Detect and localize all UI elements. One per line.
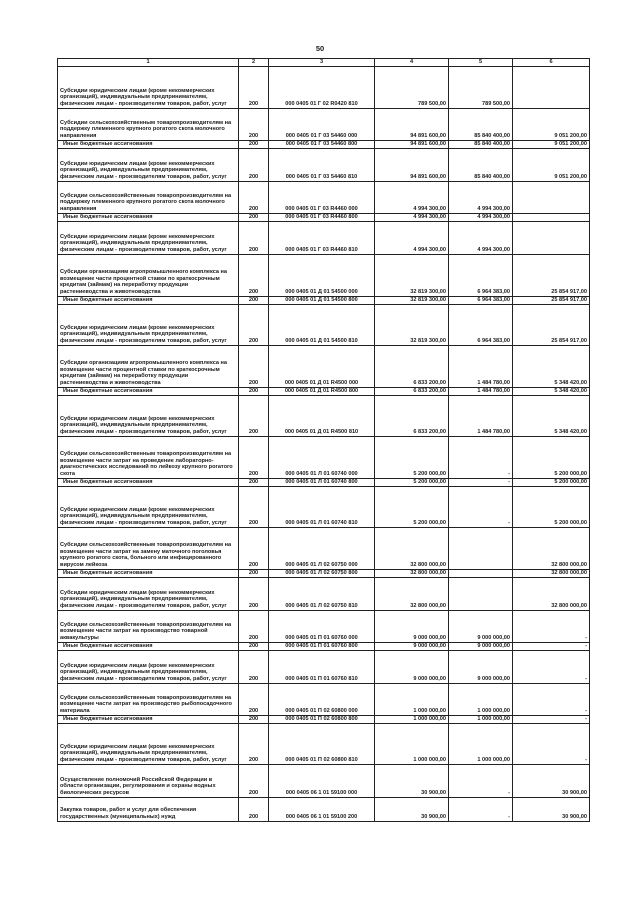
- row-amount-2019-cell: 1 000 000,00: [375, 684, 449, 716]
- table-row: [58, 67, 590, 109]
- row-code-cell: 000 0405 01 Л 02 60750 800: [269, 570, 375, 578]
- row-name-cell: Иные бюджетные ассигнования: [58, 388, 239, 396]
- row-amount-federal-cell: 6 964 383,00: [449, 255, 513, 297]
- row-name-cell: Субсидии юридическим лицам (кроме некоммерческих организаций), индивидуальным предпринимателям, физическим лицам - производителям товаров, работ, услуг: [58, 651, 239, 684]
- row-amount-regional-cell: [513, 67, 590, 109]
- row-amount-regional-cell: -: [513, 716, 590, 724]
- row-name-cell: Субсидии сельскохозяйственным товаропроизводителям на возмещение части затрат на замену маточного поголовья крупного рогатого скота, больного или инфицированного вирусом лейкоза: [58, 528, 239, 570]
- table-row: [58, 182, 590, 214]
- row-name-cell: Субсидии юридическим лицам (кроме некоммерческих организаций), индивидуальным предпринимателям, физическим лицам - производителям товаров, работ, услуг: [58, 578, 239, 611]
- row-amount-2019-cell: 94 891 600,00: [375, 141, 449, 149]
- table-row: [58, 109, 590, 141]
- row-name-cell: Осуществление полномочий Российской Федерации в области организации, регулирования и охраны водных биологических ресурсов: [58, 765, 239, 798]
- table-row: [58, 765, 590, 798]
- row-amount-federal-cell: 85 840 400,00: [449, 141, 513, 149]
- row-admin-cell: 200: [239, 388, 269, 396]
- row-name-cell: Субсидии юридическим лицам (кроме некоммерческих организаций), индивидуальным предпринимателям, физическим лицам - производителям товаров, работ, услуг: [58, 396, 239, 437]
- row-admin-cell: 200: [239, 214, 269, 222]
- row-amount-federal-cell: 1 000 000,00: [449, 684, 513, 716]
- row-amount-federal-cell: 1 484 780,00: [449, 346, 513, 388]
- row-amount-federal-cell: [449, 570, 513, 578]
- row-amount-2019-cell: 30 900,00: [375, 798, 449, 822]
- row-amount-regional-cell: 25 854 917,00: [513, 297, 590, 305]
- row-admin-cell: 200: [239, 182, 269, 214]
- row-amount-2019-cell: 5 200 000,00: [375, 479, 449, 487]
- row-name-cell: Иные бюджетные ассигнования: [58, 479, 239, 487]
- row-name-cell: Субсидии организациям агропромышленного комплекса на возмещение части процентной ставки по краткосрочным кредитам (займам) на переработку продукции растениеводства и животноводства: [58, 255, 239, 297]
- header-cell: 5: [449, 59, 513, 67]
- row-code-cell: 000 0405 01 Д 01 54500 810: [269, 305, 375, 346]
- row-admin-cell: 200: [239, 798, 269, 822]
- row-code-cell: 000 0405 06 1 01 59100 000: [269, 765, 375, 798]
- row-amount-regional-cell: [513, 214, 590, 222]
- row-amount-2019-cell: 5 200 000,00: [375, 437, 449, 479]
- row-amount-regional-cell: 32 800 000,00: [513, 528, 590, 570]
- row-code-cell: 000 0405 01 Л 02 60750 000: [269, 528, 375, 570]
- row-code-cell: 000 0405 01 Г 03 R4460 800: [269, 214, 375, 222]
- table-row: [58, 724, 590, 765]
- row-amount-federal-cell: 1 484 780,00: [449, 388, 513, 396]
- row-amount-federal-cell: -: [449, 765, 513, 798]
- header-cell: 2: [239, 59, 269, 67]
- row-amount-regional-cell: -: [513, 724, 590, 765]
- row-amount-federal-cell: -: [449, 437, 513, 479]
- table-row: [58, 487, 590, 528]
- row-amount-regional-cell: 32 800 000,00: [513, 570, 590, 578]
- row-amount-regional-cell: 5 200 000,00: [513, 479, 590, 487]
- row-amount-federal-cell: 9 000 000,00: [449, 651, 513, 684]
- row-name-cell: Иные бюджетные ассигнования: [58, 297, 239, 305]
- row-code-cell: 000 0405 01 Л 01 60740 800: [269, 479, 375, 487]
- table-row: [58, 346, 590, 388]
- row-amount-federal-cell: -: [449, 487, 513, 528]
- row-amount-2019-cell: 6 833 200,00: [375, 346, 449, 388]
- row-name-cell: Субсидии юридическим лицам (кроме некоммерческих организаций), индивидуальным предпринимателям, физическим лицам - производителям товаров, работ, услуг: [58, 149, 239, 182]
- row-amount-2019-cell: 789 500,00: [375, 67, 449, 109]
- row-amount-regional-cell: 5 200 000,00: [513, 487, 590, 528]
- page-number: 50: [315, 44, 325, 53]
- row-amount-regional-cell: 30 900,00: [513, 798, 590, 822]
- row-amount-federal-cell: 1 000 000,00: [449, 724, 513, 765]
- row-name-cell: Иные бюджетные ассигнования: [58, 716, 239, 724]
- row-code-cell: 000 0405 06 1 01 59100 200: [269, 798, 375, 822]
- row-amount-regional-cell: 25 854 917,00: [513, 255, 590, 297]
- row-admin-cell: 200: [239, 305, 269, 346]
- row-name-cell: Субсидии организациям агропромышленного комплекса на возмещение части процентной ставки по краткосрочным кредитам (займам) на переработку продукции растениеводства и животноводства: [58, 346, 239, 388]
- row-amount-federal-cell: [449, 578, 513, 611]
- row-admin-cell: 200: [239, 346, 269, 388]
- row-amount-federal-cell: 6 964 383,00: [449, 297, 513, 305]
- row-code-cell: 000 0405 01 Д 01 R4500 000: [269, 346, 375, 388]
- row-amount-2019-cell: 32 819 300,00: [375, 297, 449, 305]
- row-name-cell: Иные бюджетные ассигнования: [58, 141, 239, 149]
- row-amount-regional-cell: 30 900,00: [513, 765, 590, 798]
- row-amount-federal-cell: 85 840 400,00: [449, 149, 513, 182]
- table-row: [58, 651, 590, 684]
- row-admin-cell: 200: [239, 396, 269, 437]
- row-amount-regional-cell: 9 051 200,00: [513, 149, 590, 182]
- row-amount-2019-cell: 1 000 000,00: [375, 716, 449, 724]
- table-row: [58, 255, 590, 297]
- table-row: [58, 684, 590, 716]
- row-amount-regional-cell: [513, 182, 590, 214]
- row-amount-2019-cell: 9 000 000,00: [375, 651, 449, 684]
- row-admin-cell: 200: [239, 684, 269, 716]
- row-amount-2019-cell: 32 800 000,00: [375, 578, 449, 611]
- table-row: [58, 297, 590, 305]
- row-amount-2019-cell: 32 800 000,00: [375, 570, 449, 578]
- row-code-cell: 000 0405 01 Д 01 R4500 800: [269, 388, 375, 396]
- table-row: [58, 479, 590, 487]
- row-admin-cell: 200: [239, 109, 269, 141]
- row-amount-federal-cell: 4 994 300,00: [449, 222, 513, 255]
- row-code-cell: 000 0405 01 Д 01 R4500 810: [269, 396, 375, 437]
- row-amount-federal-cell: 1 000 000,00: [449, 716, 513, 724]
- header-cell: 3: [269, 59, 375, 67]
- row-name-cell: Иные бюджетные ассигнования: [58, 643, 239, 651]
- row-amount-2019-cell: 30 900,00: [375, 765, 449, 798]
- row-code-cell: 000 0405 01 Г 02 R0420 810: [269, 67, 375, 109]
- row-code-cell: 000 0405 01 П 01 60760 000: [269, 611, 375, 643]
- table-row: [58, 214, 590, 222]
- row-name-cell: Субсидии сельскохозяйственным товаропроизводителям на поддержку племенного крупного рогатого скота молочного направления: [58, 182, 239, 214]
- row-name-cell: Субсидии сельскохозяйственным товаропроизводителям на возмещение части затрат на производство товарной аквакультуры: [58, 611, 239, 643]
- row-amount-regional-cell: -: [513, 611, 590, 643]
- row-amount-2019-cell: 4 994 300,00: [375, 222, 449, 255]
- row-amount-federal-cell: 9 000 000,00: [449, 611, 513, 643]
- row-amount-2019-cell: 5 200 000,00: [375, 487, 449, 528]
- row-amount-federal-cell: 4 994 300,00: [449, 214, 513, 222]
- header-cell: 4: [375, 59, 449, 67]
- table-row: [58, 305, 590, 346]
- table-row: [58, 528, 590, 570]
- row-amount-2019-cell: 94 891 600,00: [375, 109, 449, 141]
- table-row: [58, 437, 590, 479]
- row-admin-cell: 200: [239, 765, 269, 798]
- row-admin-cell: 200: [239, 611, 269, 643]
- row-name-cell: Иные бюджетные ассигнования: [58, 214, 239, 222]
- row-amount-2019-cell: 4 994 300,00: [375, 182, 449, 214]
- row-admin-cell: 200: [239, 479, 269, 487]
- row-admin-cell: 200: [239, 528, 269, 570]
- row-name-cell: Субсидии сельскохозяйственным товаропроизводителям на поддержку племенного крупного рогатого скота молочного направления: [58, 109, 239, 141]
- row-amount-2019-cell: 6 833 200,00: [375, 396, 449, 437]
- table-row: [58, 578, 590, 611]
- table-row: [58, 643, 590, 651]
- row-code-cell: 000 0405 01 П 02 60800 000: [269, 684, 375, 716]
- row-amount-2019-cell: 4 994 300,00: [375, 214, 449, 222]
- row-amount-regional-cell: [513, 222, 590, 255]
- row-admin-cell: 200: [239, 651, 269, 684]
- row-code-cell: 000 0405 01 П 02 60800 810: [269, 724, 375, 765]
- row-admin-cell: 200: [239, 67, 269, 109]
- table-row: [58, 611, 590, 643]
- row-amount-2019-cell: 32 819 300,00: [375, 255, 449, 297]
- row-code-cell: 000 0405 01 Д 01 54500 000: [269, 255, 375, 297]
- row-name-cell: Субсидии юридическим лицам (кроме некоммерческих организаций), индивидуальным предпринимателям, физическим лицам - производителям товаров, работ, услуг: [58, 67, 239, 109]
- row-amount-regional-cell: 5 348 420,00: [513, 346, 590, 388]
- header-row: [58, 59, 590, 67]
- table-row: [58, 716, 590, 724]
- row-name-cell: Субсидии юридическим лицам (кроме некоммерческих организаций), индивидуальным предпринимателям, физическим лицам - производителям товаров, работ, услуг: [58, 222, 239, 255]
- row-name-cell: Закупка товаров, работ и услуг для обеспечения государственных (муниципальных) нужд: [58, 798, 239, 822]
- table-row: [58, 396, 590, 437]
- row-amount-2019-cell: 32 819 300,00: [375, 305, 449, 346]
- table-row: [58, 141, 590, 149]
- row-admin-cell: 200: [239, 437, 269, 479]
- row-code-cell: 000 0405 01 П 01 60760 810: [269, 651, 375, 684]
- table-row: [58, 798, 590, 822]
- row-name-cell: Иные бюджетные ассигнования: [58, 570, 239, 578]
- row-admin-cell: 200: [239, 643, 269, 651]
- row-amount-2019-cell: 32 800 000,00: [375, 528, 449, 570]
- row-amount-regional-cell: -: [513, 684, 590, 716]
- row-admin-cell: 200: [239, 149, 269, 182]
- row-name-cell: Субсидии юридическим лицам (кроме некоммерческих организаций), индивидуальным предпринимателям, физическим лицам - производителям товаров, работ, услуг: [58, 724, 239, 765]
- table-row: [58, 149, 590, 182]
- row-amount-federal-cell: 789 500,00: [449, 67, 513, 109]
- row-amount-federal-cell: 85 840 400,00: [449, 109, 513, 141]
- row-code-cell: 000 0405 01 Г 03 54460 810: [269, 149, 375, 182]
- row-amount-federal-cell: 4 994 300,00: [449, 182, 513, 214]
- header-cell: 6: [513, 59, 590, 67]
- row-code-cell: 000 0405 01 Д 01 54500 800: [269, 297, 375, 305]
- row-code-cell: 000 0405 01 Л 01 60740 810: [269, 487, 375, 528]
- row-admin-cell: 200: [239, 578, 269, 611]
- row-amount-regional-cell: -: [513, 643, 590, 651]
- table-row: [58, 570, 590, 578]
- row-amount-2019-cell: 9 000 000,00: [375, 643, 449, 651]
- budget-table: [57, 58, 590, 822]
- row-code-cell: 000 0405 01 Л 02 60750 810: [269, 578, 375, 611]
- row-name-cell: Субсидии юридическим лицам (кроме некоммерческих организаций), индивидуальным предпринимателям, физическим лицам - производителям товаров, работ, услуг: [58, 487, 239, 528]
- row-amount-regional-cell: 5 348 420,00: [513, 388, 590, 396]
- row-amount-2019-cell: 6 833 200,00: [375, 388, 449, 396]
- row-code-cell: 000 0405 01 П 02 60800 800: [269, 716, 375, 724]
- row-amount-2019-cell: 9 000 000,00: [375, 611, 449, 643]
- row-name-cell: Субсидии сельскохозяйственным товаропроизводителям на возмещение части затрат на производство рыбопосадочного материала: [58, 684, 239, 716]
- row-admin-cell: 200: [239, 716, 269, 724]
- row-amount-federal-cell: -: [449, 479, 513, 487]
- row-amount-2019-cell: 94 891 600,00: [375, 149, 449, 182]
- header-cell: 1: [58, 59, 239, 67]
- row-code-cell: 000 0405 01 Л 01 60740 000: [269, 437, 375, 479]
- row-amount-federal-cell: -: [449, 798, 513, 822]
- row-amount-federal-cell: 6 964 383,00: [449, 305, 513, 346]
- row-code-cell: 000 0405 01 Г 03 54460 000: [269, 109, 375, 141]
- row-name-cell: Субсидии сельскохозяйственным товаропроизводителям на возмещение части затрат на проведение лабораторно-диагностических исследований по лейкозу крупного рогатого скота: [58, 437, 239, 479]
- row-admin-cell: 200: [239, 255, 269, 297]
- row-name-cell: Субсидии юридическим лицам (кроме некоммерческих организаций), индивидуальным предпринимателям, физическим лицам - производителям товаров, работ, услуг: [58, 305, 239, 346]
- row-code-cell: 000 0405 01 Г 03 R4460 810: [269, 222, 375, 255]
- row-admin-cell: 200: [239, 222, 269, 255]
- row-admin-cell: 200: [239, 297, 269, 305]
- row-amount-regional-cell: -: [513, 651, 590, 684]
- row-code-cell: 000 0405 01 П 01 60760 800: [269, 643, 375, 651]
- row-amount-2019-cell: 1 000 000,00: [375, 724, 449, 765]
- row-code-cell: 000 0405 01 Г 03 54460 800: [269, 141, 375, 149]
- row-amount-regional-cell: 5 348 420,00: [513, 396, 590, 437]
- row-amount-regional-cell: 9 051 200,00: [513, 141, 590, 149]
- row-admin-cell: 200: [239, 724, 269, 765]
- row-amount-regional-cell: 25 854 917,00: [513, 305, 590, 346]
- row-admin-cell: 200: [239, 487, 269, 528]
- row-code-cell: 000 0405 01 Г 03 R4460 000: [269, 182, 375, 214]
- row-admin-cell: 200: [239, 570, 269, 578]
- row-amount-federal-cell: 9 000 000,00: [449, 643, 513, 651]
- row-admin-cell: 200: [239, 141, 269, 149]
- row-amount-regional-cell: 32 800 000,00: [513, 578, 590, 611]
- row-amount-regional-cell: 9 051 200,00: [513, 109, 590, 141]
- table-row: [58, 388, 590, 396]
- table-row: [58, 222, 590, 255]
- row-amount-federal-cell: [449, 528, 513, 570]
- row-amount-regional-cell: 5 200 000,00: [513, 437, 590, 479]
- row-amount-federal-cell: 1 484 780,00: [449, 396, 513, 437]
